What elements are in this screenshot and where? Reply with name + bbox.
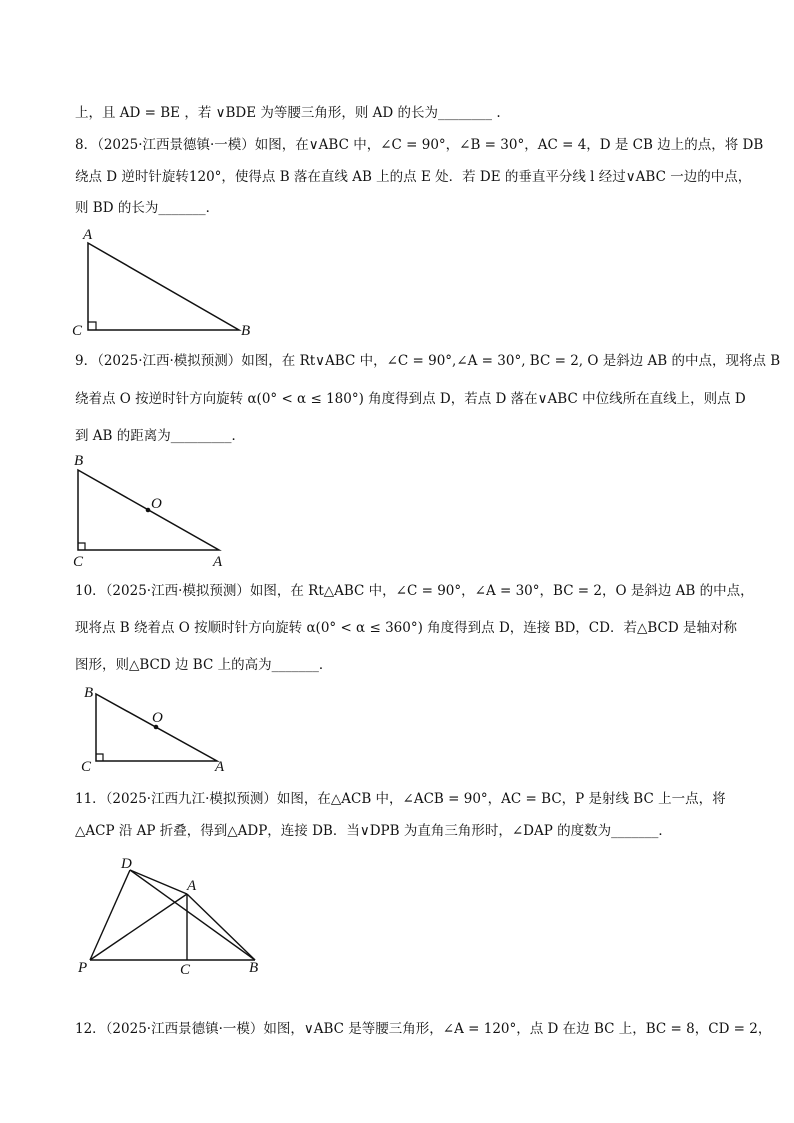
q10-line-3: 图形，则△BCD 边 BC 上的高为_______． <box>75 657 333 673</box>
q11-label-D: D <box>121 856 132 872</box>
q11-label-P: P <box>78 960 88 976</box>
q8-triangle <box>88 243 239 330</box>
q9-label-C: C <box>73 554 84 570</box>
q8-label-A: A <box>83 227 93 243</box>
q8-line-3: 则 BD 的长为_______． <box>75 200 220 216</box>
q10-figure <box>80 682 250 777</box>
q9-right-angle-mark <box>78 543 85 550</box>
q9-label-B: B <box>74 453 84 469</box>
q10-label-C: C <box>81 759 92 775</box>
q8-line-2: 绕点 D 逆时针旋转120°，使得点 B 落在直线 AB 上的点 E 处．若 DE 的垂直平分线 l 经过∨ABC 一边的中点， <box>75 169 752 185</box>
q8-right-angle-mark <box>88 322 96 330</box>
q9-figure <box>70 450 240 570</box>
q9-line-3: 到 AB 的距离为_________． <box>75 428 246 444</box>
q9-triangle-svg <box>70 450 240 570</box>
q9-line-2: 绕着点 O 按逆时针方向旋转 α(0° < α ≤ 180°) 角度得到点 D，若点 D 落在∨ABC 中位线所在直线上，则点 D <box>75 391 746 407</box>
q8-line-1: 8．（2025·江西景德镇·一模）如图，在∨ABC 中，∠C = 90°，∠B = 30°，AC = 4，D 是 CB 边上的点，将 DB <box>75 137 764 153</box>
q9-label-A: A <box>213 554 223 570</box>
q11-segment-AB <box>187 894 255 960</box>
q10-triangle-svg <box>80 682 250 777</box>
q8-triangle-svg <box>70 224 270 344</box>
q8-figure <box>70 224 270 344</box>
q10-label-B: B <box>84 685 94 701</box>
q10-label-O: O <box>152 710 163 726</box>
q12-line-1: 12．（2025·江西景德镇·一模）如图，∨ABC 是等腰三角形，∠A = 120°，点 D 在边 BC 上，BC = 8，CD = 2， <box>75 1021 772 1037</box>
q10-right-angle-mark <box>96 754 103 761</box>
q11-label-A: A <box>187 878 197 894</box>
q11-figure <box>75 852 275 977</box>
q8-label-B: B <box>241 323 251 339</box>
q10-line-2: 现将点 B 绕着点 O 按顺时针方向旋转 α(0° < α ≤ 360°) 角度得到点 D，连接 BD，CD．若△BCD 是轴对称 <box>75 620 737 636</box>
q11-line-1: 11．（2025·江西九江·模拟预测）如图，在△ACB 中，∠ACB = 90°，AC = BC，P 是射线 BC 上一点，将 <box>75 791 726 807</box>
q10-label-A: A <box>215 759 225 775</box>
q10-line-1: 10．（2025·江西·模拟预测）如图，在 Rt△ABC 中，∠C = 90°，∠A = 30°，BC = 2，O 是斜边 AB 的中点， <box>75 583 754 599</box>
q11-label-C: C <box>180 962 191 978</box>
q9-line-1: 9．（2025·江西·模拟预测）如图，在 Rt∨ABC 中，∠C = 90°,∠A = 30°, BC = 2, O 是斜边 AB 的中点，现将点 B <box>75 353 781 369</box>
q11-line-2: △ACP 沿 AP 折叠，得到△ADP，连接 DB．当∨DPB 为直角三角形时，∠DAP 的度数为_______． <box>75 823 672 839</box>
q9-point-O <box>146 508 151 513</box>
q7-line-1: 上，且 AD = BE ，若 ∨BDE 为等腰三角形，则 AD 的长为________ . <box>75 105 501 121</box>
q8-label-C: C <box>72 323 83 339</box>
q11-label-B: B <box>249 960 259 976</box>
q11-figure-svg <box>75 852 275 977</box>
q9-label-O: O <box>151 496 162 512</box>
